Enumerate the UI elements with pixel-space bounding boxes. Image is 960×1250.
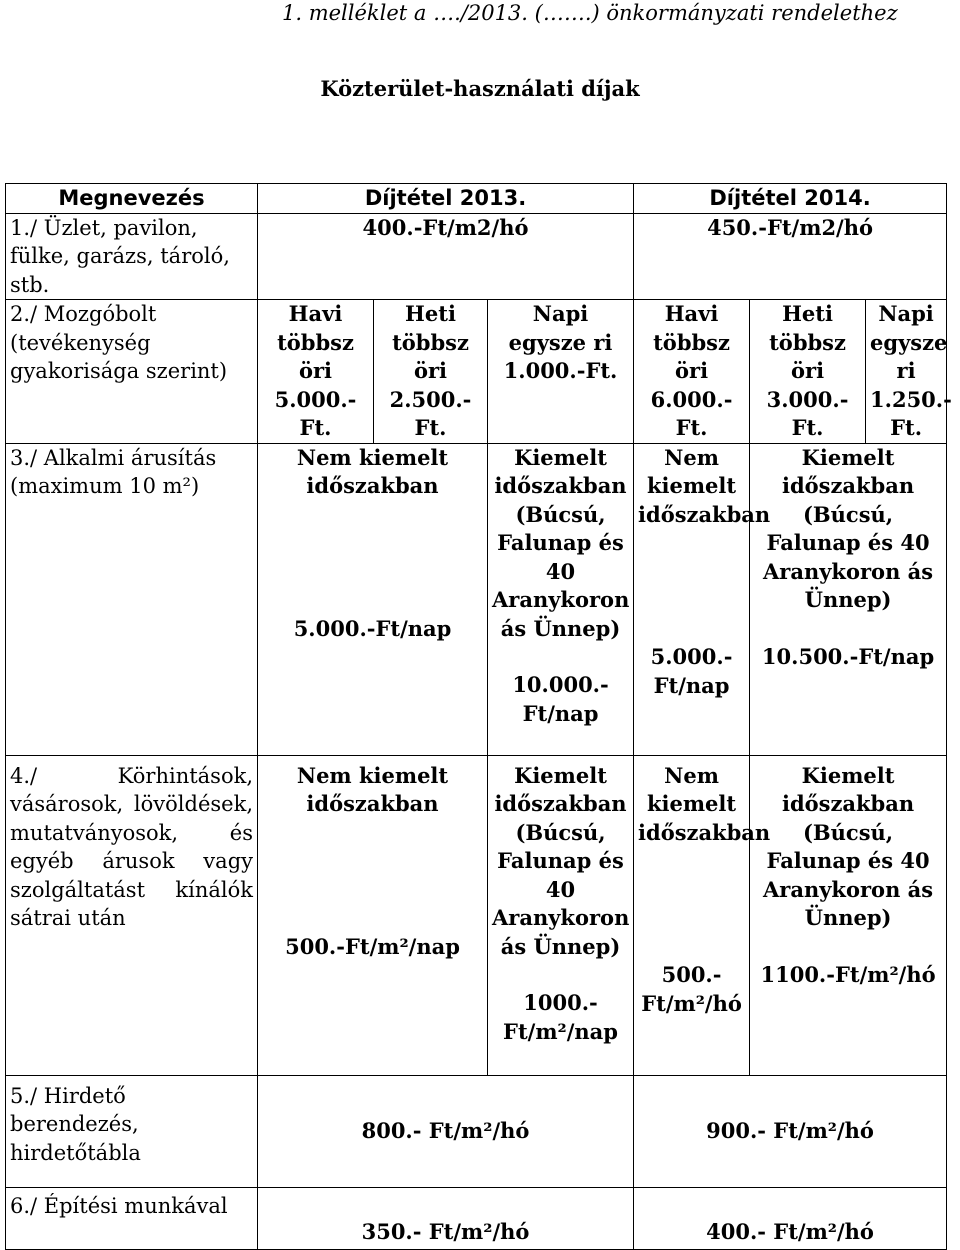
row-2-2014-daily-label: Napi egysze ri [870,301,948,383]
row-2-name: 2./ Mozgóbolt (tevékenység gyakorisága szerint) [6,300,258,444]
row-3-2013-normal [258,443,488,755]
row-2-2013-daily-value: 1.000.-Ft. [503,358,618,383]
row-3-2013-normal-value: 5.000.-Ft/nap [293,615,452,641]
table-row [6,1187,947,1249]
row-2-2014-monthly-label: Havi többsz öri [653,301,730,383]
row-2-2014-weekly [750,300,866,444]
row-4-2014-normal [634,755,771,1075]
row-3-2013-peak-label: Kiemelt időszakban (Búcsú, Falunap és 40 Aranykoron ás Ünnep) [492,444,630,641]
row-1-name: 1./ Üzlet, pavilon, fülke, garázs, tároló, stb. [6,213,258,300]
row-4-2014-peak-label: Kiemelt időszakban (Búcsú, Falunap és 40 Aranykoron ás Ünnep) [763,762,934,930]
table-header-row [6,184,947,214]
row-4-2014-peak [750,755,947,1075]
row-2-2013-weekly [374,300,488,444]
row-4-2013-normal-value: 500.-Ft/m²/nap [285,933,460,959]
row-2-2013-monthly-label: Havi többsz öri [277,301,354,383]
row-3-2014-peak-value: 10.500.-Ft/nap [761,643,935,669]
table-row [6,300,947,444]
row-6-name: 6./ Építési munkával [6,1187,258,1249]
row-5-name: 5./ Hirdető berendezés, hirdetőtábla [6,1075,258,1187]
row-4-2013-normal [258,755,488,1075]
table-row [6,755,947,1075]
row-3-2014-peak [750,443,947,755]
row-1-2014-value: 450.-Ft/m2/hó [634,213,947,300]
row-6-2013-value: 350.- Ft/m²/hó [258,1187,634,1249]
row-3-2014-normal-value: 5.000.-Ft/nap [650,644,733,698]
row-3-2014-normal-label: Nem kiemelt időszakban [638,444,771,527]
row-4-name: 4./ Körhintások, vásárosok, lövöldések, mutatványosok, és egyéb árusok vagy szolgáltatást kínálók sátrai után [6,755,258,1075]
row-4-2013-peak-value: 1000.-Ft/m²/nap [503,990,618,1044]
row-2-2014-daily [866,300,952,444]
row-3-2014-normal [634,443,771,755]
row-1-2013-value: 400.-Ft/m2/hó [258,213,634,300]
annex-reference: 1. melléklet a …./2013. (…….) önkormányzati rendelethez [282,1,898,25]
column-header-2013: Díjtétel 2013. [258,184,634,214]
column-header-2014: Díjtétel 2014. [634,184,947,214]
row-2-2014-daily-value: 1.250.-Ft. [870,386,952,440]
row-4-2014-peak-value: 1100.-Ft/m²/hó [760,961,936,987]
row-4-2013-normal-label: Nem kiemelt időszakban [296,762,449,816]
row-4-2014-normal-label: Nem kiemelt időszakban [638,762,771,845]
document-header [0,0,960,30]
table-row [6,1075,947,1187]
row-2-2014-monthly-value: 6.000.-Ft. [650,386,733,440]
row-4-2013-peak [488,755,634,1075]
row-5-2014-value: 900.- Ft/m²/hó [634,1075,947,1187]
column-header-name: Megnevezés [6,184,258,214]
table-row [6,443,947,755]
row-3-2013-peak [488,443,634,755]
row-3-2014-peak-label: Kiemelt időszakban (Búcsú, Falunap és 40 Aranykoron ás Ünnep) [763,444,934,612]
row-2-2014-weekly-label: Heti többsz öri [769,301,846,383]
row-3-2013-peak-value: 10.000.-Ft/nap [512,672,609,726]
row-2-2014-weekly-value: 3.000.-Ft. [766,386,849,440]
page-title: Közterület-használati díjak [320,76,640,101]
row-2-2014-monthly [634,300,750,444]
row-4-2013-peak-label: Kiemelt időszakban (Búcsú, Falunap és 40 Aranykoron ás Ünnep) [492,762,630,959]
row-2-2013-daily [488,300,634,444]
row-3-name: 3./ Alkalmi árusítás (maximum 10 m²) [6,443,258,755]
table-row [6,213,947,300]
row-2-2013-weekly-value: 2.500.-Ft. [389,386,472,440]
row-2-2013-monthly-value: 5.000.-Ft. [274,386,357,440]
row-5-2013-value: 800.- Ft/m²/hó [258,1075,634,1187]
row-2-2013-daily-label: Napi egysze ri [508,301,613,355]
row-3-2013-normal-label: Nem kiemelt időszakban [296,444,449,498]
row-6-2014-value: 400.- Ft/m²/hó [634,1187,947,1249]
row-2-2013-monthly [258,300,374,444]
row-4-2014-normal-value: 500.-Ft/m²/hó [641,962,742,1016]
row-2-2013-weekly-label: Heti többsz öri [392,301,469,383]
fee-table [5,183,952,1250]
